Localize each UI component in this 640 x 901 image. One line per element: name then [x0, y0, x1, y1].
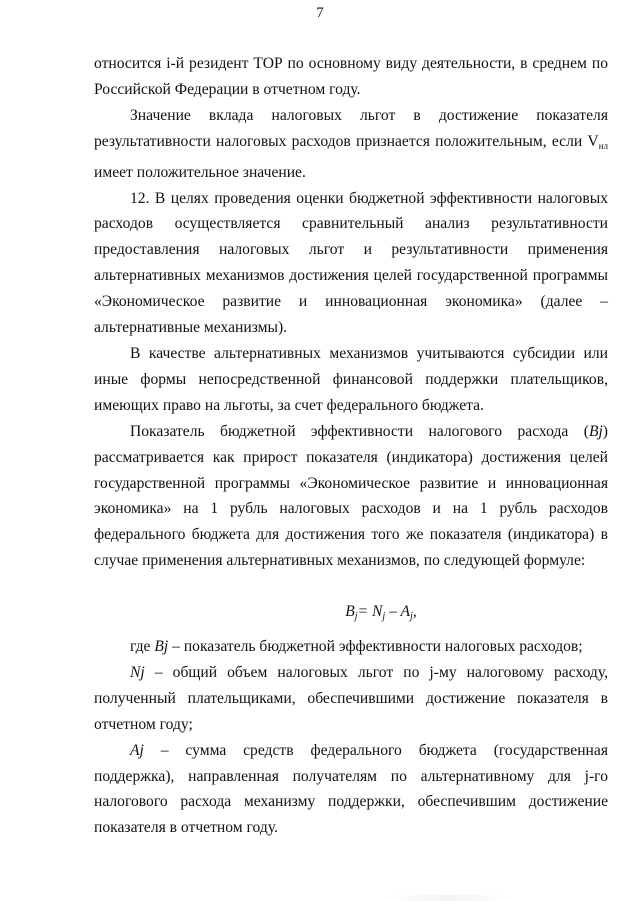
formula [94, 599, 608, 630]
scan-artifact [0, 895, 640, 901]
formula-a-sub: j [410, 611, 413, 623]
formula-b: B [345, 603, 355, 621]
paragraph-contribution-end: имеет положительное значение. [94, 163, 306, 181]
subscript-nl: нл [598, 140, 608, 151]
paragraph-12: 12. В целях проведения оценки бюджетной эффективности налоговых расходов осуществляется сравнительный анализ результативности предоставления налоговых льгот и результативности применения альтернативных механизмов достижения целей государственной программы «Экономическое развитие и инновационная экономика» (далее – альтернативные механизмы). [94, 189, 608, 337]
page-number: 7 [316, 5, 324, 21]
formula-b-sub: j [354, 611, 358, 623]
paragraph-alternative-mechanisms: В качестве альтернативных механизмов учитываются субсидии или иные формы непосредственной финансовой поддержки плательщиков, имеющих право на льготы, за счет федерального бюджета. [94, 344, 608, 414]
document-body [94, 51, 608, 841]
paragraph-efficiency-indicator [94, 419, 608, 574]
legend-bj-prefix: где [130, 638, 155, 656]
paragraph-contribution-text: Значение вклада налоговых льгот в достижение показателя результативности налоговых расходов признается положительным, если V [94, 106, 608, 150]
formula-minus: – [385, 603, 401, 621]
formula-eq: = [357, 603, 372, 621]
formula-legend [94, 634, 608, 841]
paragraph-continuation: относится i-й резидент ТОР по основному виду деятельности, в среднем по Российской Федерации в отчетном году. [94, 55, 608, 98]
legend-aj-var: Aj [130, 741, 144, 759]
formula-end: , [412, 603, 417, 621]
formula-a: A [400, 603, 411, 621]
legend-bj-text: – показатель бюджетной эффективности налоговых расходов; [168, 638, 583, 656]
formula-n: N [372, 603, 383, 621]
legend-nj [94, 660, 608, 738]
paragraph-efficiency-text-a: Показатель бюджетной эффективности налогового расхода ( [130, 422, 589, 440]
legend-bj-var: Bj [154, 638, 169, 656]
legend-nj-text: – общий объем налоговых льгот по j-му налоговому расходу, полученный плательщиками, обеспечившими достижение показателя в отчетном году; [94, 663, 608, 733]
legend-nj-var: Nj [130, 663, 145, 681]
paragraph-efficiency-text-b: ) рассматривается как прирост показателя (индикатора) достижения целей государственной программы «Экономическое развитие и инновационная экономика» на 1 рубль налоговых расходов и на 1 рубль расходов федерального бюджета для достижения того же показателя (индикатора) в случае применения альтернативных механизмов, по следующей формуле: [94, 422, 608, 570]
legend-aj-text: – сумма средств федерального бюджета (государственная поддержка), направленная получателям по альтернативному для j-го налогового расхода механизму поддержки, обеспечившим достижение показателя в отчетном году. [94, 741, 608, 837]
formula-n-sub: j [382, 611, 386, 623]
legend-aj [94, 738, 608, 842]
paragraph-contribution-value [94, 103, 608, 186]
legend-bj [94, 634, 608, 660]
variable-bj: Bj [588, 422, 603, 440]
